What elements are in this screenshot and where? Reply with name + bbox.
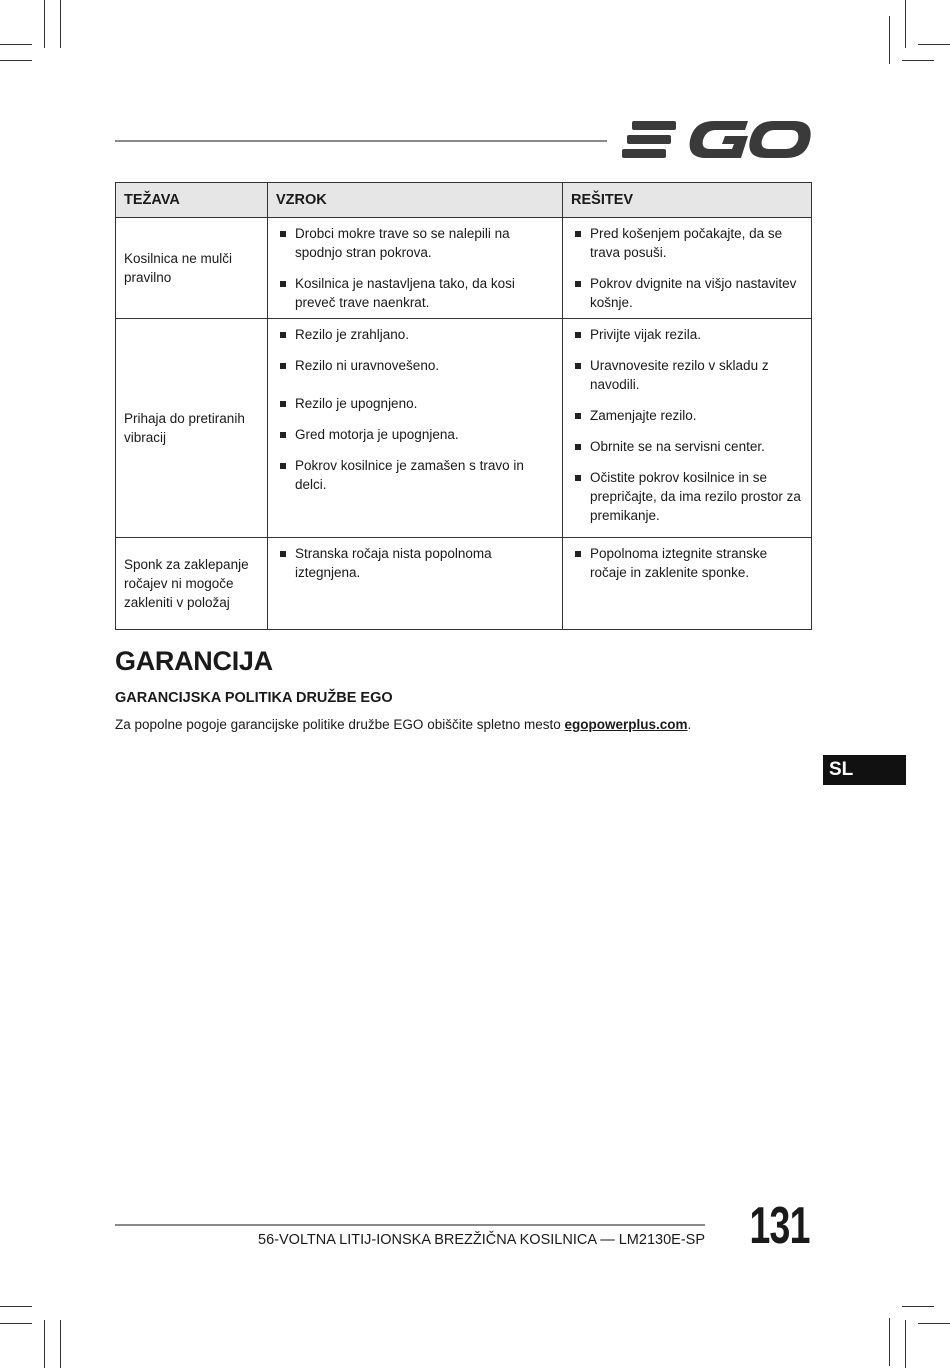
solution-item: Očistite pokrov kosilnice in se prepričajte, da ima rezilo prostor za premikanje.: [573, 468, 805, 525]
crop-mark: [60, 0, 61, 48]
bullet-icon: [575, 475, 581, 481]
bullet-icon: [575, 444, 581, 450]
bullet-icon: [575, 281, 581, 287]
cause-cell: [268, 319, 563, 538]
solution-item: Obrnite se na servisni center.: [573, 437, 805, 456]
crop-mark: [0, 1323, 32, 1324]
crop-mark: [918, 44, 950, 45]
footer-rule: [115, 1224, 705, 1226]
solution-item: Uravnovesite rezilo v skladu z navodili.: [573, 356, 805, 394]
table-row: [116, 319, 812, 538]
solution-item: Privijte vijak rezila.: [573, 325, 805, 344]
bullet-icon: [575, 413, 581, 419]
solution-item: Pred košenjem počakajte, da se trava posuši.: [573, 224, 805, 262]
header-problem: TEŽAVA: [116, 183, 268, 218]
bullet-icon: [575, 551, 581, 557]
solution-item: Popolnoma iztegnite stranske ročaje in zaklenite sponke.: [573, 544, 805, 582]
table-row: [116, 218, 812, 319]
problem-cell: Prihaja do pretiranih vibracij: [116, 319, 268, 538]
bullet-icon: [280, 332, 286, 338]
crop-mark: [902, 60, 934, 61]
bullet-icon: [280, 231, 286, 237]
cause-cell: [268, 218, 563, 319]
table-header-row: [116, 183, 812, 218]
warranty-title: GARANCIJA: [115, 646, 273, 676]
ego-logo: [622, 118, 812, 162]
crop-mark: [918, 1323, 950, 1324]
header-cause: VZROK: [268, 183, 563, 218]
solution-cell: [563, 218, 812, 319]
crop-mark: [905, 0, 906, 48]
bullet-icon: [280, 281, 286, 287]
cause-cell: [268, 538, 563, 630]
crop-mark: [0, 60, 32, 61]
bullet-icon: [280, 363, 286, 369]
bullet-icon: [575, 363, 581, 369]
crop-mark: [889, 16, 890, 64]
cause-item: Pokrov kosilnice je zamašen s travo in delci.: [278, 456, 556, 494]
crop-mark: [44, 0, 45, 48]
bullet-icon: [280, 432, 286, 438]
solution-item: Zamenjajte rezilo.: [573, 406, 805, 425]
header-solution: REŠITEV: [563, 183, 812, 218]
bullet-icon: [280, 401, 286, 407]
footer-product-title: 56-VOLTNA LITIJ-IONSKA BREZŽIČNA KOSILNICA — LM2130E-SP: [258, 1232, 705, 1248]
crop-mark: [889, 1318, 890, 1366]
troubleshooting-table: [115, 182, 812, 630]
problem-cell: Kosilnica ne mulči pravilno: [116, 218, 268, 319]
crop-mark: [905, 1320, 906, 1368]
crop-mark: [0, 1306, 32, 1307]
cause-item: Drobci mokre trave so se nalepili na spodnjo stran pokrova.: [278, 224, 556, 262]
cause-item: Stranska ročaja nista popolnoma iztegnjena.: [278, 544, 556, 582]
bullet-icon: [575, 231, 581, 237]
table-row: [116, 538, 812, 630]
cause-item: Rezilo ni uravnovešeno.: [278, 356, 556, 375]
crop-mark: [0, 44, 32, 45]
crop-mark: [44, 1320, 45, 1368]
page-number: 131: [749, 1197, 810, 1255]
cause-item: Kosilnica je nastavljena tako, da kosi preveč trave naenkrat.: [278, 274, 556, 312]
language-tab: SL: [823, 755, 906, 785]
header-rule: [115, 140, 607, 142]
bullet-icon: [280, 551, 286, 557]
warranty-text: Za popolne pogoje garancijske politike družbe EGO obiščite spletno mesto egopowerplus.com.: [115, 717, 692, 732]
bullet-icon: [280, 463, 286, 469]
bullet-icon: [575, 332, 581, 338]
solution-item: Pokrov dvignite na višjo nastavitev košnje.: [573, 274, 805, 312]
cause-item: Rezilo je upognjeno.: [278, 394, 556, 413]
website-link[interactable]: egopowerplus.com: [564, 717, 688, 732]
crop-mark: [60, 1320, 61, 1368]
warranty-subtitle: GARANCIJSKA POLITIKA DRUŽBE EGO: [115, 690, 393, 706]
solution-cell: [563, 319, 812, 538]
crop-mark: [902, 1306, 934, 1307]
cause-item: Gred motorja je upognjena.: [278, 425, 556, 444]
solution-cell: [563, 538, 812, 630]
cause-item: Rezilo je zrahljano.: [278, 325, 556, 344]
problem-cell: Sponk za zaklepanje ročajev ni mogoče zakleniti v položaj: [116, 538, 268, 630]
